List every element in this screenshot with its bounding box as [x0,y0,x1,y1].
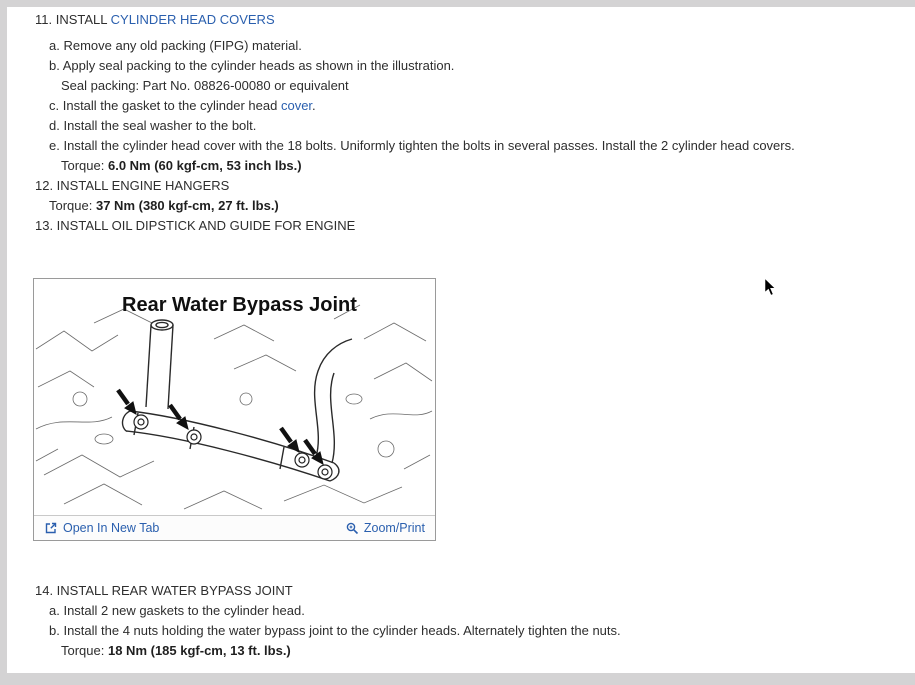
step-11-item-d: d. Install the seal washer to the bolt. [49,118,257,133]
mouse-cursor [761,277,779,297]
figure-panel [33,278,436,541]
cover-link[interactable]: cover [280,98,313,113]
torque-label: Torque: [61,158,108,173]
step-11-item-c-period: . [312,98,316,113]
engine-diagram [34,279,435,515]
step-14-torque [0,641,915,661]
open-in-new-tab-link[interactable] [44,521,159,535]
figure-toolbar [34,515,435,540]
torque-value: 37 Nm (380 kgf-cm, 27 ft. lbs.) [95,198,279,213]
step-11-seal-packing: Seal packing: Part No. 08826-00080 or equivalent [61,78,349,93]
step-11-title [0,10,915,30]
step-12-title: 12. INSTALL ENGINE HANGERS [35,178,230,193]
window-edge-bottom [0,673,915,685]
step-12-torque [0,196,915,216]
diagram-label: Rear Water Bypass Joint [122,294,357,316]
torque-value: 6.0 Nm (60 kgf-cm, 53 inch lbs.) [107,158,302,173]
step-11-item-c [0,96,915,116]
magnifier-icon [345,521,359,535]
cylinder-head-covers-link[interactable]: CYLINDER HEAD COVERS [110,12,275,27]
zoom-print-label: Zoom/Print [363,521,425,535]
step-14-item-a: a. Install 2 new gaskets to the cylinder head. [49,603,305,618]
step-11-item-b: b. Apply seal packing to the cylinder heads as shown in the illustration. [49,58,455,73]
step-14-item-b: b. Install the 4 nuts holding the water bypass joint to the cylinder heads. Alternately tighten the nuts. [49,623,621,638]
step-14-title: 14. INSTALL REAR WATER BYPASS JOINT [35,583,293,598]
open-in-new-tab-label: Open In New Tab [63,521,160,535]
step-11-item-e: e. Install the cylinder head cover with the 18 bolts. Uniformly tighten the bolts in several passes. Install the 2 cylinder head covers. [49,138,795,153]
torque-label: Torque: [61,643,108,658]
open-in-new-icon [44,521,58,535]
torque-label: Torque: [49,198,96,213]
step-11-number: 11. INSTALL [35,12,111,27]
step-11-item-c-text: c. Install the gasket to the cylinder head [49,98,281,113]
step-11-item-a: a. Remove any old packing (FIPG) material. [49,38,302,53]
zoom-print-link[interactable] [345,521,425,535]
torque-value: 18 Nm (185 kgf-cm, 13 ft. lbs.) [107,643,291,658]
step-11-torque [0,156,915,176]
step-13-title: 13. INSTALL OIL DIPSTICK AND GUIDE FOR ENGINE [35,218,356,233]
